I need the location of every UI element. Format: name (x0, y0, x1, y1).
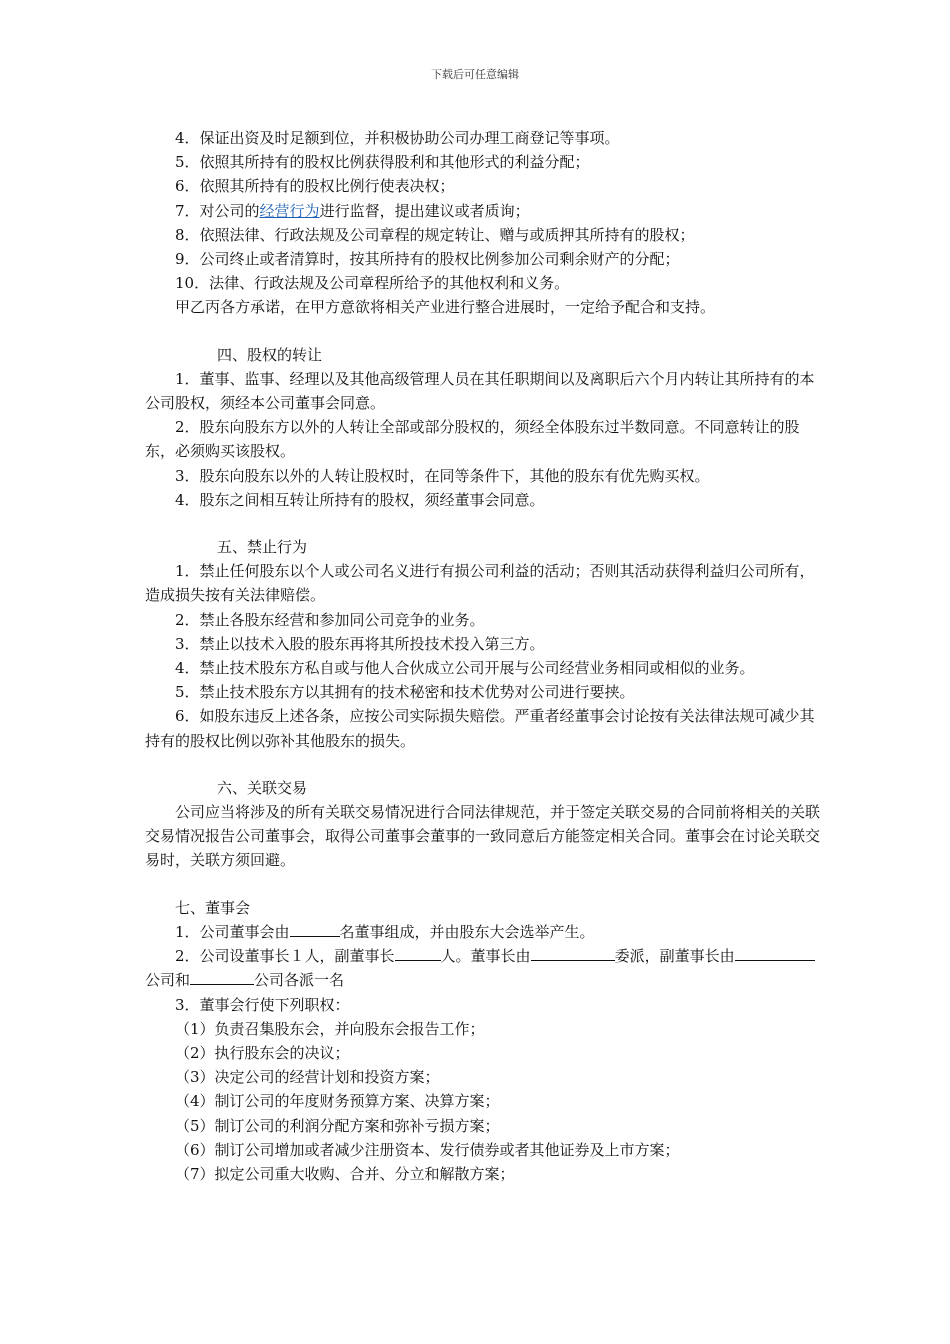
section-5-para: 1．禁止任何股东以个人或公司名义进行有损公司利益的活动；否则其活动获得利益归公司所有，造成损失按有关法律赔偿。 (145, 562, 815, 605)
clause-7-prefix: 7．对公司的 (175, 201, 260, 220)
chairman-clause-text: 人。董事长由 (440, 947, 531, 966)
chairman-clause-text: 公司和 (145, 971, 191, 990)
chairman-clause (145, 944, 825, 992)
chairman-appointer-blank[interactable] (531, 946, 615, 961)
clause-8: 8．依照法律、行政法规及公司章程的规定转让、赠与或质押其所持有的股权； (175, 225, 695, 244)
clause-10: 10．法律、行政法规及公司章程所给予的其他权利和义务。 (175, 274, 570, 293)
board-composition-clause (145, 920, 825, 944)
section-4-para: 2．股东向股东方以外的人转让全部或部分股权的，须经全体股东过半数同意。不同意转让的股东，必须购买该股权。 (145, 418, 800, 461)
board-power-item: （6）制订公司增加或者减少注册资本、发行债券或者其他证券及上市方案； (175, 1140, 680, 1159)
clause-6: 6．依照其所持有的股权比例行使表决权； (175, 177, 455, 196)
vice-chair-count-blank[interactable] (395, 946, 441, 961)
board-count-blank[interactable] (290, 922, 340, 937)
clause-4: 4．保证出资及时足额到位，并积极协助公司办理工商登记等事项。 (175, 129, 620, 147)
section-5-title: 五、禁止行为 (217, 538, 308, 557)
board-power-item: （7）拟定公司重大收购、合并、分立和解散方案； (175, 1164, 515, 1183)
section-5-para: 4．禁止技术股东方私自或与他人合伙成立公司开展与公司经营业务相同或相似的业务。 (175, 659, 755, 678)
board-powers-intro: 3．董事会行使下列职权： (175, 995, 350, 1014)
board-power-item: （5）制订公司的利润分配方案和弥补亏损方案； (175, 1116, 500, 1135)
board-power-item: （2）执行股东会的决议； (175, 1043, 350, 1062)
section-6-para: 公司应当将涉及的所有关联交易情况进行合同法律规范，并于签定关联交易的合同前将相关的关联交易情况报告公司董事会，取得公司董事会董事的一致同意后方能签定相关合同。董事会在讨论关联交易时，关联方须回避。 (145, 803, 821, 870)
chairman-clause-text: 委派，副董事长由 (614, 947, 735, 966)
page-header: 下载后可任意编辑 (431, 68, 519, 81)
company-b-blank[interactable] (190, 970, 254, 985)
section-6-title: 六、关联交易 (217, 778, 308, 797)
section-5-para: 5．禁止技术股东方以其拥有的技术秘密和技术优势对公司进行要挟。 (175, 683, 635, 702)
clause-7-suffix: 进行监督，提出建议或者质询； (319, 201, 530, 220)
section-4-para: 1．董事、监事、经理以及其他高级管理人员在其任职期间以及离职后六个月内转让其所持有的本公司股权，须经本公司董事会同意。 (145, 369, 815, 413)
business-conduct-link[interactable]: 经营行为 (259, 201, 320, 220)
clause-5: 5．依照其所持有的股权比例获得股利和其他形式的利益分配； (175, 153, 590, 172)
board-power-item: （1）负责召集股东会，并向股东会报告工作； (175, 1019, 485, 1038)
clause-7 (145, 199, 825, 223)
chairman-clause-text: 2．公司设董事长１人，副董事长 (175, 947, 395, 966)
section-4-para: 3．股东向股东以外的人转让股权时，在同等条件下，其他的股东有优先购买权。 (175, 466, 710, 485)
vice-chair-appointer-blank[interactable] (735, 946, 815, 961)
clause-9: 9．公司终止或者清算时，按其所持有的股权比例参加公司剩余财产的分配； (175, 250, 680, 269)
chairman-clause-text: 公司各派一名 (254, 971, 345, 990)
section-5-para: 2．禁止各股东经营和参加同公司竞争的业务。 (175, 610, 485, 629)
section-7-title: 七、董事会 (175, 898, 251, 917)
board-clause-text: 名董事组成，并由股东大会选举产生。 (339, 922, 595, 941)
board-clause-text: 1．公司董事会由 (175, 922, 290, 941)
commitment-paragraph: 甲乙丙各方承诺，在甲方意欲将相关产业进行整合进展时，一定给予配合和支持。 (175, 298, 716, 317)
section-4-title: 四、股权的转让 (217, 345, 323, 364)
section-4-para: 4．股东之间相互转让所持有的股权，须经董事会同意。 (175, 490, 545, 509)
board-power-item: （3）决定公司的经营计划和投资方案； (175, 1068, 440, 1087)
document-body (145, 126, 825, 1186)
section-5-para: 3．禁止以技术入股的股东再将其所投技术投入第三方。 (175, 634, 545, 653)
board-power-item: （4）制订公司的年度财务预算方案、决算方案； (175, 1092, 500, 1111)
section-5-para: 6．如股东违反上述各条，应按公司实际损失赔偿。严重者经董事会讨论按有关法律法规可减少其持有的股权比例以弥补其他股东的损失。 (145, 707, 815, 750)
